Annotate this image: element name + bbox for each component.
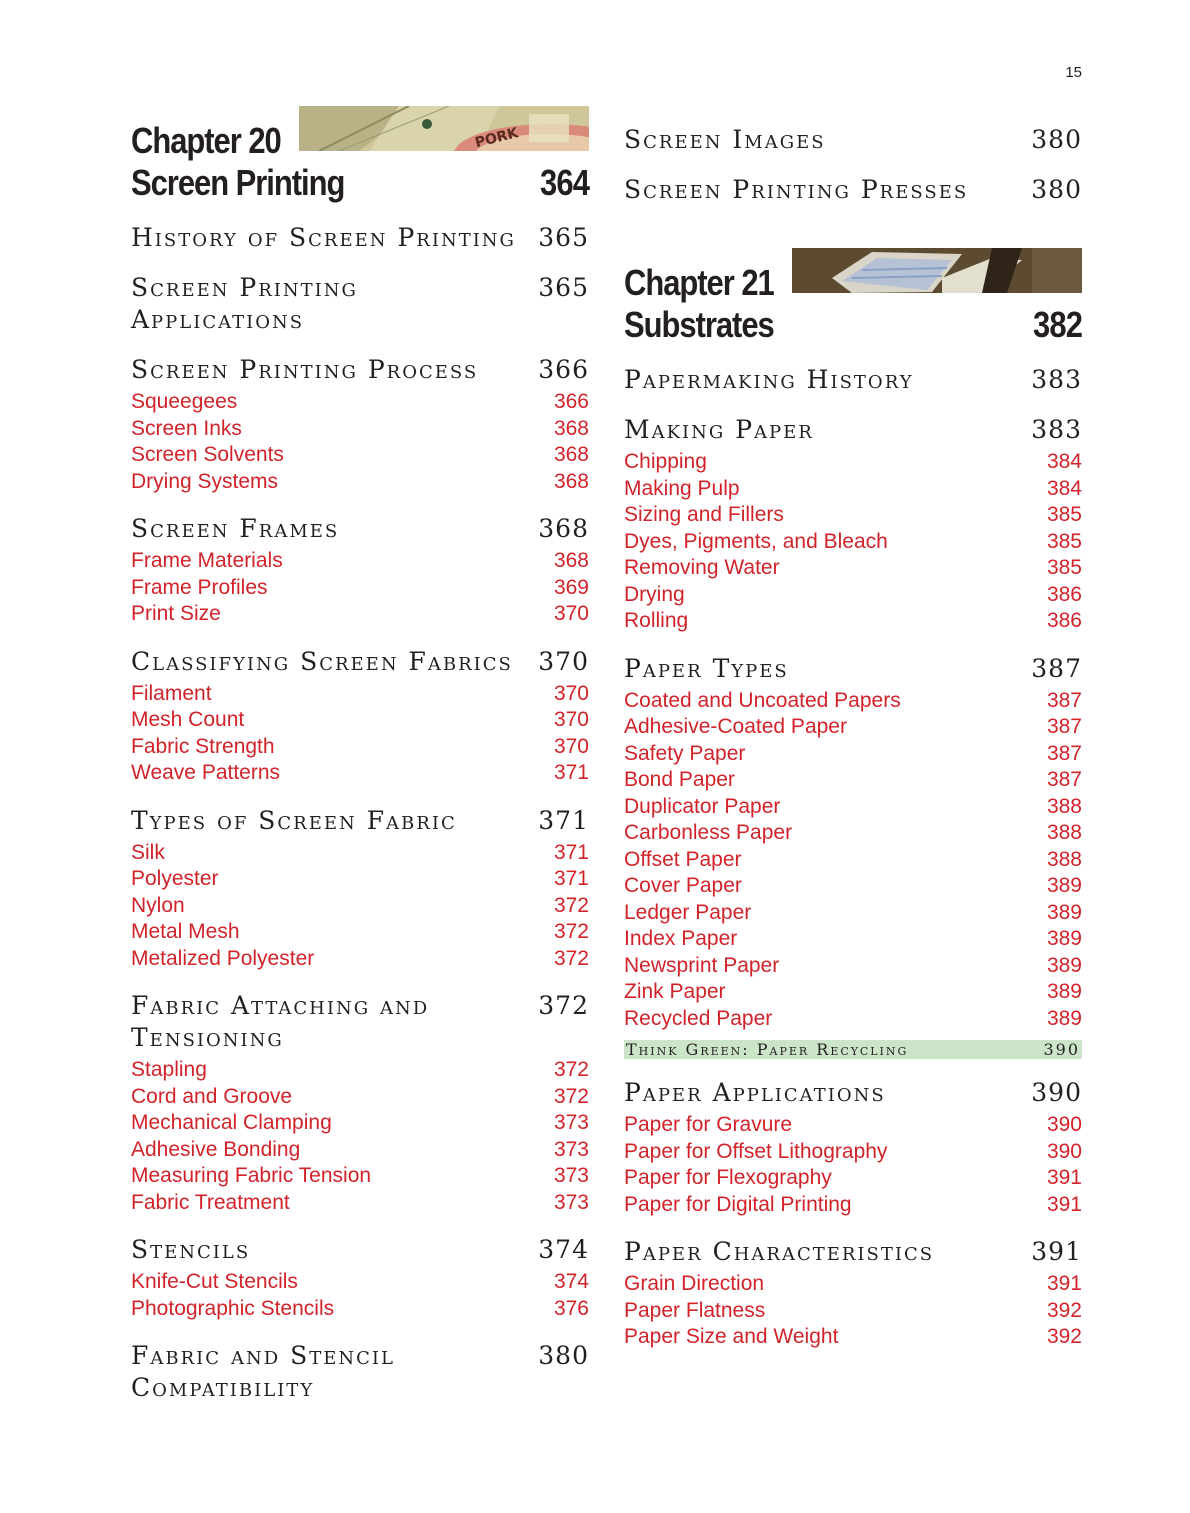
- subentry-page: 373: [553, 1137, 589, 1161]
- section-title: Screen Printing Presses: [624, 175, 969, 204]
- toc-subentry[interactable]: [131, 389, 589, 416]
- subentry-page: 372: [553, 920, 589, 943]
- subentry-page: 388: [1046, 821, 1082, 844]
- section-title: Screen Printing Process: [131, 355, 479, 384]
- subentry-title: Stapling: [131, 1058, 207, 1081]
- toc-section: [131, 1234, 589, 1322]
- toc-section: [131, 354, 589, 495]
- toc-subentry[interactable]: [624, 502, 1082, 529]
- toc-subentry[interactable]: [624, 820, 1082, 847]
- toc-section-entry[interactable]: [624, 124, 1082, 156]
- chapter-title: Substrates: [624, 304, 774, 345]
- right-toc: [624, 364, 1082, 1351]
- subentry-title: Silk: [131, 840, 165, 864]
- think-green-page: 390: [1043, 1040, 1080, 1059]
- subentry-page: 390: [1046, 1139, 1082, 1163]
- toc-subentry[interactable]: [624, 1139, 1082, 1166]
- section-page: 366: [538, 355, 589, 384]
- subentry-page: 371: [553, 761, 589, 784]
- toc-section: [131, 272, 589, 336]
- subentry-title: Duplicator Paper: [624, 794, 781, 818]
- toc-section: [131, 513, 589, 628]
- toc-section-entry[interactable]: [131, 513, 589, 545]
- svg-text:PORK: PORK: [473, 125, 520, 151]
- toc-subentry[interactable]: [624, 555, 1082, 582]
- subentry-title: Grain Direction: [624, 1272, 765, 1295]
- toc-subentry[interactable]: [131, 416, 589, 443]
- toc-subentry[interactable]: [131, 893, 589, 920]
- think-green-entry[interactable]: [624, 1040, 1082, 1059]
- subentry-list: [624, 688, 1082, 1033]
- toc-section-entry[interactable]: [131, 1234, 589, 1266]
- section-title: Paper Applications: [624, 1078, 886, 1107]
- subentry-title: Mechanical Clamping: [131, 1111, 332, 1134]
- subentry-page: 368: [553, 469, 589, 493]
- subentry-title: Drying: [624, 582, 685, 606]
- section-title: Screen Frames: [131, 514, 340, 543]
- toc-subentry[interactable]: [131, 1269, 589, 1296]
- subentry-title: Cord and Groove: [131, 1084, 293, 1108]
- toc-subentry[interactable]: [624, 1271, 1082, 1298]
- toc-subentry[interactable]: [624, 582, 1082, 609]
- subentry-page: 391: [1046, 1272, 1082, 1295]
- subentry-list: [131, 1057, 589, 1216]
- section-title: Paper Characteristics: [624, 1237, 935, 1266]
- section-title: Stencils: [131, 1235, 251, 1264]
- toc-subentry[interactable]: [624, 1165, 1082, 1192]
- subentry-page: 389: [1046, 953, 1082, 977]
- left-column: [131, 106, 589, 1404]
- subentry-title: Paper for Flexography: [624, 1166, 832, 1189]
- section-page: 380: [1031, 125, 1082, 154]
- toc-section: [624, 364, 1082, 396]
- subentry-page: 370: [553, 602, 589, 625]
- toc-subentry[interactable]: [131, 1296, 589, 1323]
- section-title: Fabric and Stencil Compatibility: [131, 1341, 395, 1402]
- toc-subentry[interactable]: [624, 688, 1082, 715]
- chapter-page: 382: [1032, 304, 1082, 345]
- subentry-page: 385: [1046, 503, 1082, 526]
- subentry-title: Paper for Digital Printing: [624, 1192, 852, 1216]
- subentry-title: Frame Materials: [131, 549, 283, 572]
- toc-section: [131, 805, 589, 973]
- subentry-title: Frame Profiles: [131, 575, 268, 599]
- toc-subentry[interactable]: [624, 873, 1082, 900]
- subentry-title: Paper for Offset Lithography: [624, 1139, 888, 1163]
- subentry-title: Bond Paper: [624, 768, 735, 791]
- subentry-title: Chipping: [624, 450, 707, 473]
- subentry-page: 388: [1046, 794, 1082, 818]
- section-page: 383: [1031, 415, 1082, 444]
- subentry-title: Mesh Count: [131, 708, 245, 731]
- subentry-page: 391: [1046, 1192, 1082, 1216]
- toc-subentry[interactable]: [624, 741, 1082, 768]
- toc-subentry[interactable]: [131, 734, 589, 761]
- toc-subentry[interactable]: [131, 1163, 589, 1190]
- subentry-title: Removing Water: [624, 556, 780, 579]
- section-page: 380: [538, 1341, 589, 1370]
- toc-subentry[interactable]: [624, 926, 1082, 953]
- toc-subentry[interactable]: [131, 840, 589, 867]
- toc-section-entry[interactable]: [624, 653, 1082, 685]
- toc-subentry[interactable]: [131, 1084, 589, 1111]
- subentry-title: Paper Flatness: [624, 1298, 766, 1322]
- toc-subentry[interactable]: [624, 449, 1082, 476]
- subentry-list: [131, 389, 589, 495]
- section-title: Papermaking History: [624, 365, 914, 394]
- subentry-page: 368: [553, 443, 589, 466]
- subentry-page: 369: [553, 575, 589, 599]
- subentry-page: 373: [553, 1190, 589, 1214]
- toc-subentry[interactable]: [624, 1298, 1082, 1325]
- toc-subentry[interactable]: [624, 529, 1082, 556]
- chapter-title-row[interactable]: [131, 162, 589, 204]
- section-title: Screen Printing Applications: [131, 273, 358, 334]
- toc-section-entry[interactable]: [624, 1077, 1082, 1109]
- subentry-title: Coated and Uncoated Papers: [624, 688, 901, 712]
- subentry-page: 386: [1046, 609, 1082, 632]
- subentry-title: Safety Paper: [624, 741, 746, 765]
- subentry-title: Paper Size and Weight: [624, 1325, 839, 1348]
- subentry-title: Squeegees: [131, 390, 238, 413]
- subentry-title: Index Paper: [624, 927, 738, 950]
- toc-section: [624, 174, 1082, 206]
- subentry-page: 373: [553, 1164, 589, 1187]
- subentry-page: 389: [1046, 1006, 1082, 1030]
- subentry-title: Drying Systems: [131, 469, 279, 493]
- toc-section-entry[interactable]: [624, 364, 1082, 396]
- subentry-page: 386: [1046, 582, 1082, 606]
- toc-subentry[interactable]: [624, 979, 1082, 1006]
- toc-section-entry[interactable]: [624, 414, 1082, 446]
- section-page: 370: [538, 646, 589, 676]
- subentry-list: [131, 681, 589, 787]
- subentry-title: Paper for Gravure: [624, 1113, 793, 1136]
- subentry-title: Recycled Paper: [624, 1006, 773, 1030]
- toc-subentry[interactable]: [131, 442, 589, 469]
- chapter-title: Screen Printing: [131, 162, 345, 203]
- section-title: Paper Types: [624, 653, 789, 683]
- toc-section-entry[interactable]: [131, 646, 589, 678]
- right-column: [624, 106, 1082, 1351]
- subentry-title: Metal Mesh: [131, 920, 240, 943]
- subentry-title: Nylon: [131, 893, 185, 917]
- subentry-title: Rolling: [624, 609, 689, 632]
- section-page: 365: [538, 273, 589, 302]
- toc-subentry[interactable]: [131, 548, 589, 575]
- subentry-page: 387: [1046, 688, 1082, 712]
- subentry-page: 387: [1046, 768, 1082, 791]
- subentry-page: 374: [553, 1270, 589, 1293]
- toc-subentry[interactable]: [131, 946, 589, 973]
- subentry-page: 387: [1046, 715, 1082, 738]
- subentry-list: [624, 449, 1082, 635]
- toc-subentry[interactable]: [131, 1190, 589, 1217]
- toc-subentry[interactable]: [624, 900, 1082, 927]
- toc-section-entry[interactable]: [624, 1236, 1082, 1268]
- subentry-list: [131, 548, 589, 628]
- toc-subentry[interactable]: [624, 1324, 1082, 1351]
- subentry-title: Adhesive-Coated Paper: [624, 715, 847, 738]
- toc-subentry[interactable]: [131, 760, 589, 787]
- toc-subentry[interactable]: [624, 608, 1082, 635]
- toc-subentry[interactable]: [624, 476, 1082, 503]
- subentry-title: Zink Paper: [624, 980, 726, 1003]
- subentry-page: 385: [1046, 529, 1082, 553]
- subentry-page: 387: [1046, 741, 1082, 765]
- toc-subentry[interactable]: [131, 575, 589, 602]
- subentry-title: Screen Solvents: [131, 443, 284, 466]
- left-toc: [131, 222, 589, 1404]
- subentry-title: Making Pulp: [624, 476, 740, 500]
- toc-section: [131, 646, 589, 787]
- toc-section: [131, 990, 589, 1216]
- right-pre-sections: [624, 124, 1082, 206]
- subentry-title: Filament: [131, 681, 212, 705]
- subentry-page: 372: [553, 946, 589, 970]
- subentry-page: 390: [1046, 1113, 1082, 1136]
- toc-subentry[interactable]: [131, 601, 589, 628]
- chapter-21-header: [624, 248, 1082, 346]
- subentry-page: 392: [1046, 1325, 1082, 1348]
- toc-section-entry[interactable]: [131, 272, 589, 336]
- toc-section-entry[interactable]: [131, 1340, 589, 1404]
- section-title: Making Paper: [624, 415, 814, 444]
- subentry-page: 389: [1046, 927, 1082, 950]
- section-title: Classifying Screen Fabrics: [131, 646, 513, 676]
- subentry-title: Offset Paper: [624, 847, 742, 871]
- subentry-page: 384: [1046, 476, 1082, 500]
- subentry-page: 384: [1046, 450, 1082, 473]
- toc-section-entry[interactable]: [131, 805, 589, 837]
- toc-subentry[interactable]: [131, 681, 589, 708]
- section-title: Fabric Attaching and Tensioning: [131, 991, 430, 1052]
- toc-subentry[interactable]: [131, 1137, 589, 1164]
- subentry-title: Cover Paper: [624, 874, 742, 897]
- subentry-title: Print Size: [131, 602, 221, 625]
- subentry-page: 372: [553, 1058, 589, 1081]
- subentry-title: Metalized Polyester: [131, 946, 315, 970]
- toc-section: [624, 124, 1082, 156]
- subentry-page: 392: [1046, 1298, 1082, 1322]
- chapter-page: 364: [539, 162, 589, 203]
- subentry-title: Weave Patterns: [131, 761, 281, 784]
- subentry-page: 366: [553, 390, 589, 413]
- section-page: 390: [1031, 1078, 1082, 1107]
- subentry-title: Measuring Fabric Tension: [131, 1164, 372, 1187]
- toc-section-entry[interactable]: [624, 174, 1082, 206]
- section-page: 380: [1031, 175, 1082, 204]
- subentry-list: [624, 1112, 1082, 1218]
- toc-subentry[interactable]: [624, 794, 1082, 821]
- subentry-page: 388: [1046, 847, 1082, 871]
- chapter-title-row[interactable]: [624, 304, 1082, 346]
- toc-subentry[interactable]: [624, 953, 1082, 980]
- section-page: 383: [1031, 365, 1082, 394]
- subentry-title: Screen Inks: [131, 416, 242, 440]
- toc-subentry[interactable]: [624, 847, 1082, 874]
- subentry-page: 368: [553, 416, 589, 440]
- section-page: 374: [538, 1235, 589, 1264]
- think-green-title: Think Green: Paper Recycling: [626, 1040, 909, 1059]
- subentry-title: Fabric Strength: [131, 734, 275, 758]
- section-page: 365: [538, 223, 589, 252]
- subentry-title: Photographic Stencils: [131, 1296, 335, 1320]
- subentry-title: Polyester: [131, 867, 219, 890]
- section-title: Types of Screen Fabric: [131, 805, 457, 835]
- toc-subentry[interactable]: [131, 469, 589, 496]
- subentry-page: 389: [1046, 900, 1082, 924]
- section-page: 368: [538, 514, 589, 543]
- subentry-title: Newsprint Paper: [624, 953, 780, 977]
- section-title: Screen Images: [624, 125, 826, 154]
- page-number: 15: [1065, 64, 1082, 81]
- chapter-20-header: [131, 106, 589, 204]
- subentry-page: 385: [1046, 556, 1082, 579]
- section-page: 391: [1031, 1237, 1082, 1266]
- subentry-title: Carbonless Paper: [624, 821, 793, 844]
- subentry-list: [624, 1271, 1082, 1351]
- section-page: 371: [538, 805, 589, 835]
- subentry-page: 372: [553, 893, 589, 917]
- toc-subentry[interactable]: [131, 1110, 589, 1137]
- toc-subentry[interactable]: [624, 1006, 1082, 1033]
- subentry-page: 391: [1046, 1166, 1082, 1189]
- subentry-page: 370: [553, 681, 589, 705]
- subentry-title: Ledger Paper: [624, 900, 752, 924]
- subentry-title: Knife-Cut Stencils: [131, 1270, 298, 1293]
- subentry-title: Fabric Treatment: [131, 1190, 290, 1214]
- section-title: History of Screen Printing: [131, 223, 516, 252]
- subentry-page: 371: [553, 867, 589, 890]
- subentry-title: Dyes, Pigments, and Bleach: [624, 529, 888, 553]
- toc-subentry[interactable]: [624, 767, 1082, 794]
- section-page: 372: [538, 991, 589, 1020]
- toc-subentry[interactable]: [624, 1192, 1082, 1219]
- toc-subentry[interactable]: [624, 1112, 1082, 1139]
- chapter-number: Chapter 20: [131, 120, 281, 161]
- subentry-title: Adhesive Bonding: [131, 1137, 301, 1161]
- subentry-page: 368: [553, 549, 589, 572]
- toc-section: [624, 1077, 1082, 1218]
- toc-subentry[interactable]: [131, 707, 589, 734]
- toc-section: [624, 653, 1082, 1060]
- chapter-number: Chapter 21: [624, 262, 774, 303]
- toc-section-entry[interactable]: [131, 990, 589, 1054]
- toc-subentry[interactable]: [624, 714, 1082, 741]
- toc-subentry[interactable]: [131, 1057, 589, 1084]
- toc-section-entry[interactable]: [131, 354, 589, 386]
- section-page: 387: [1031, 653, 1082, 683]
- subentry-page: 370: [553, 708, 589, 731]
- toc-section: [624, 1236, 1082, 1351]
- toc-section-entry[interactable]: [131, 222, 589, 254]
- subentry-title: Sizing and Fillers: [624, 503, 784, 526]
- subentry-page: 372: [553, 1084, 589, 1108]
- toc-subentry[interactable]: [131, 866, 589, 893]
- toc-section: [131, 1340, 589, 1404]
- subentry-list: [131, 840, 589, 973]
- subentry-page: 373: [553, 1111, 589, 1134]
- toc-section: [131, 222, 589, 254]
- subentry-page: 389: [1046, 980, 1082, 1003]
- subentry-page: 371: [553, 840, 589, 864]
- subentry-list: [131, 1269, 589, 1322]
- toc-section: [624, 414, 1082, 635]
- subentry-page: 370: [553, 734, 589, 758]
- toc-subentry[interactable]: [131, 919, 589, 946]
- subentry-page: 376: [553, 1296, 589, 1320]
- subentry-page: 389: [1046, 874, 1082, 897]
